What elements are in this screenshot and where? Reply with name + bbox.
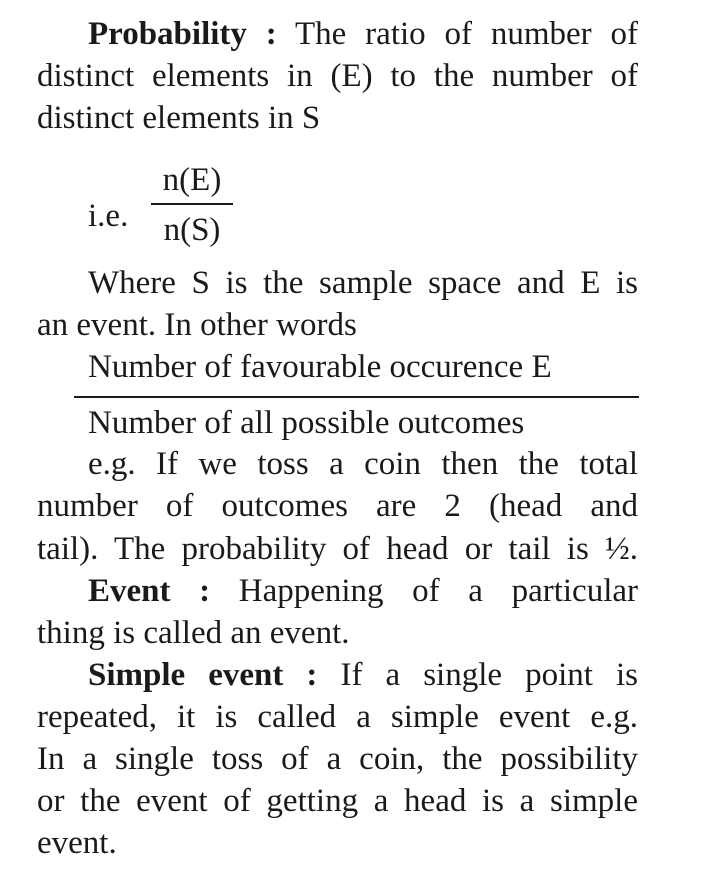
simple-event-text-1: If a single point is bbox=[317, 657, 638, 693]
formula-numerator: n(E) bbox=[162, 162, 222, 198]
where-line-1: Where S is the sample space and E is bbox=[88, 265, 638, 301]
simple-event-line-2: repeated, it is called a simple event e.g. bbox=[37, 699, 638, 735]
example-line-2: number of outcomes are 2 (head and bbox=[37, 488, 638, 524]
formula-fraction-bar bbox=[151, 203, 233, 205]
probability-line-2: distinct elements in (E) to the number of bbox=[37, 58, 638, 94]
event-line-1 bbox=[88, 570, 638, 612]
verbal-fraction-numerator: Number of favourable occurence E bbox=[88, 349, 552, 385]
probability-formula bbox=[151, 160, 233, 250]
simple-event-term: Simple event : bbox=[88, 657, 318, 693]
where-line-2: an event. In other words bbox=[37, 307, 357, 343]
ie-label: i.e. bbox=[88, 198, 129, 234]
verbal-fraction-denominator: Number of all possible outcomes bbox=[88, 405, 525, 441]
simple-event-line-5: event. bbox=[37, 825, 117, 861]
event-line-2: thing is called an event. bbox=[37, 615, 350, 651]
event-term: Event : bbox=[88, 573, 211, 609]
simple-event-line-3: In a single toss of a coin, the possibility bbox=[37, 741, 638, 777]
probability-line-3: distinct elements in S bbox=[37, 100, 321, 136]
event-text-1: Happening of a particular bbox=[210, 573, 638, 609]
verbal-fraction-bar bbox=[74, 396, 639, 398]
simple-event-line-1 bbox=[88, 654, 638, 696]
example-line-1: e.g. If we toss a coin then the total bbox=[88, 446, 638, 482]
probability-line-1 bbox=[88, 13, 638, 55]
probability-text-1: The ratio of number of bbox=[276, 16, 639, 52]
formula-denominator: n(S) bbox=[163, 212, 221, 248]
simple-event-line-4: or the event of getting a head is a simple bbox=[37, 783, 638, 819]
example-line-3: tail). The probability of head or tail is ½. bbox=[37, 531, 638, 567]
probability-term: Probability : bbox=[88, 16, 277, 52]
